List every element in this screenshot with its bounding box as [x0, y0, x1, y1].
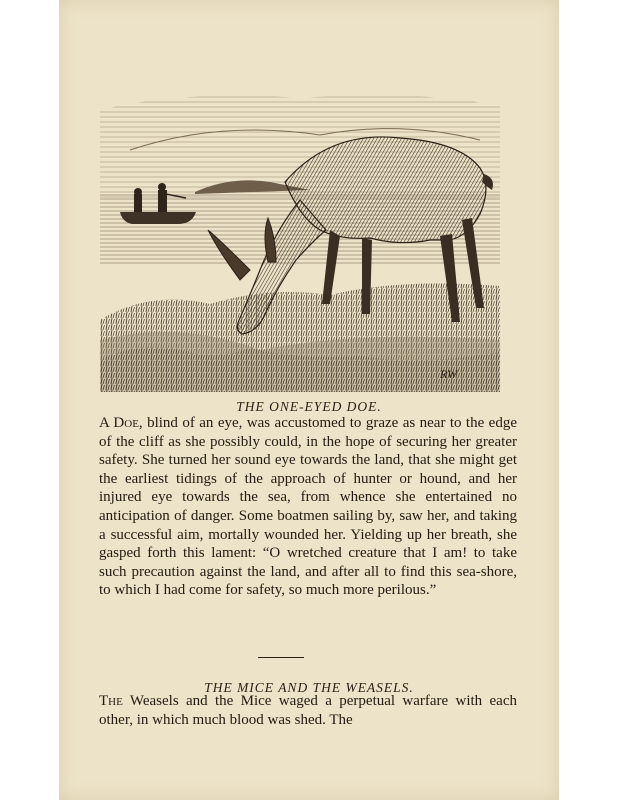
- fable-body: , blind of an eye, was accustomed to graze as near to the edge of the cliff as she possibly could, in the hope of securing her greater safety. She turned her sound eye towards the land, that she might get the earliest tidings of the approach of hunter or hound, and her injured eye towards the sea, from whence she entertained no anticipation of danger. Some boatmen sailing by, saw her, and taking a successful aim, mortally wounded her. Yielding up her breath, she gasped forth this lament: “O wretched creature that I am! to take such precaution against the land, and after all to find this sea-shore, to which I had come for safety, so much more perilous.”: [99, 415, 517, 599]
- fable-title: THE ONE-EYED DOE.: [236, 399, 382, 414]
- fable-text: [99, 692, 517, 729]
- fable-body: Weasels and the Mice waged a perpetual warfare with each other, in which much blood was shed. The: [99, 693, 517, 728]
- section-divider: [258, 657, 304, 658]
- doe-engraving: [100, 90, 500, 392]
- artist-signature: RW: [440, 367, 458, 381]
- fable-text: [99, 414, 517, 600]
- fable-title: THE MICE AND THE WEASELS.: [204, 680, 414, 695]
- book-page: [59, 0, 559, 800]
- drop-word: A Doe: [99, 415, 139, 431]
- drop-word: The: [99, 693, 123, 709]
